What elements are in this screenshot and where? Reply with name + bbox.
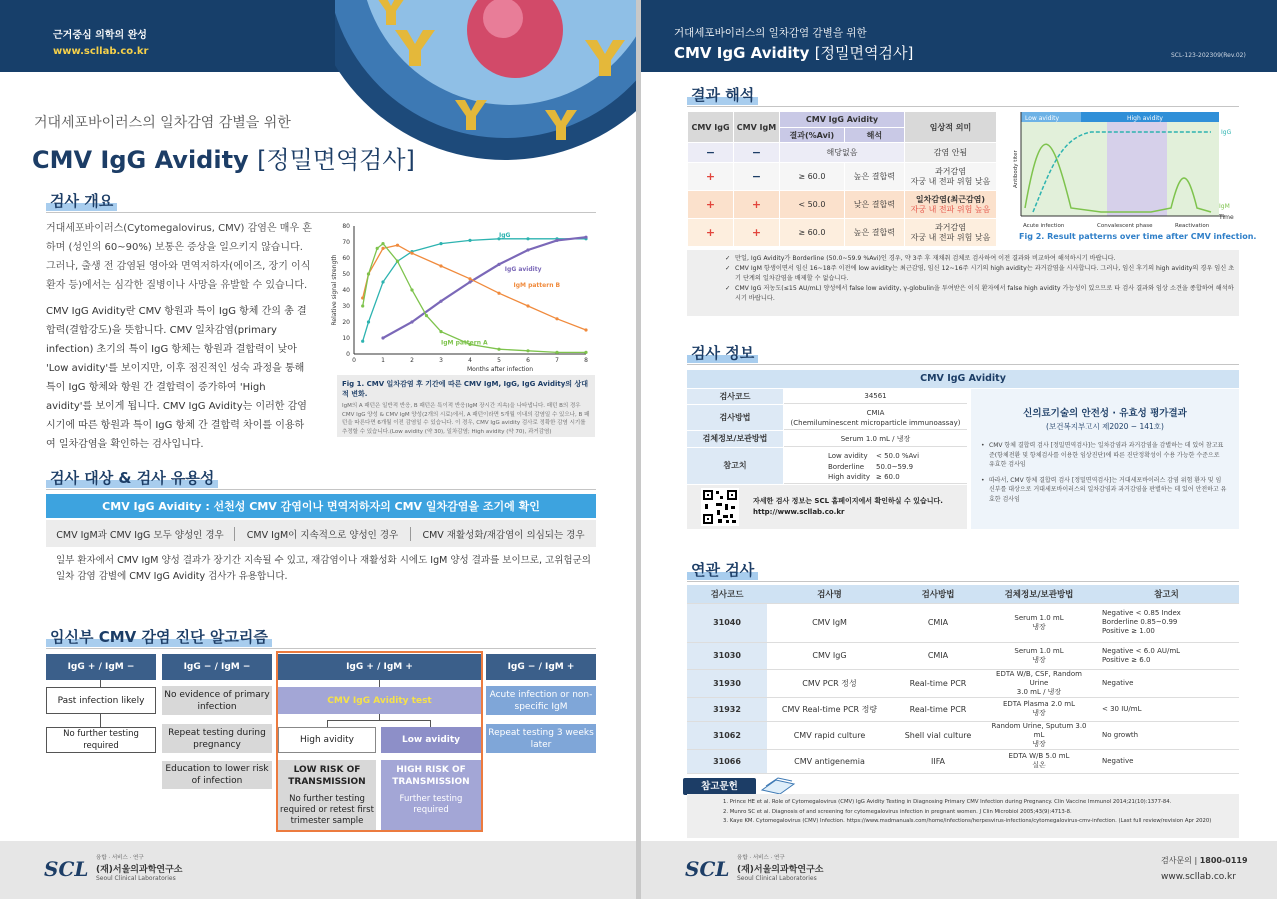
data-point	[584, 351, 587, 354]
overview-divider	[46, 212, 596, 213]
x-tick-label: 2	[410, 357, 414, 364]
algo-high-risk-box	[381, 760, 481, 830]
target-item-3: CMV 재활성화/재감염이 의심되는 경우	[422, 529, 585, 541]
info-label: 검사방법	[687, 405, 783, 430]
data-point	[439, 300, 442, 303]
left-page	[0, 0, 636, 899]
book-icon	[758, 772, 798, 796]
related-header-row: 검사코드 검사명 검사방법 검체정보/보관방법 참고치	[687, 585, 1239, 603]
right-title-bracket: [정밀면역검사]	[814, 44, 914, 62]
related-heading: 연관 검사	[687, 559, 758, 580]
safety-title: 신의료기술의 안전성 · 유효성 평가결과	[1023, 408, 1187, 419]
safety-bullet-1: • CMV 항체 결합력 검사 [정밀면역검사]는 일차감염과 과거감염을 감별하는 데 있어 참고표준(항체전환 및 항체검사를 이용한 임상진단)에 따른 진단정확성이 수용 가능한 수준으로 유효한 검사임	[981, 442, 1224, 468]
algo-high-avidity: High avidity	[278, 727, 376, 753]
refs-heading: 참고문헌	[683, 778, 756, 795]
y-tick-label: 10	[342, 335, 350, 342]
fig2-diagram	[1011, 108, 1239, 232]
data-point	[361, 304, 364, 307]
algo-connector	[379, 680, 380, 687]
data-point	[381, 280, 384, 283]
data-point	[410, 320, 413, 323]
overview-heading: 검사 개요	[46, 190, 117, 211]
doc-code: SCL-123-202309(Rev.02)	[1171, 52, 1246, 59]
algo-c4-box2: Repeat testing 3 weeks later	[486, 724, 596, 753]
x-tick-label: 8	[584, 357, 588, 364]
algo-c1-box2: No further testing required	[46, 727, 156, 753]
algo-connector	[430, 720, 431, 727]
table-row: + + ≥ 60.0 높은 결합력 과거감염 자궁 내 전파 위험 낮음	[688, 219, 997, 247]
data-point	[381, 242, 384, 245]
result-header-clinical: 임상적 의미	[905, 112, 997, 143]
x-tick-label: 0	[352, 357, 356, 364]
fig2-high-label: High avidity	[1127, 115, 1163, 122]
y-tick-label: 50	[342, 271, 350, 278]
fig2-ylabel: Antibody titer	[1013, 150, 1019, 188]
fig2-phase-bg	[1107, 112, 1167, 216]
data-point	[468, 239, 471, 242]
algo-c2-head: IgG − / IgM −	[162, 654, 272, 680]
qr-url[interactable]: http://www.scllab.co.kr	[753, 508, 845, 516]
data-point	[526, 248, 529, 251]
result-header-igm: CMV IgM	[734, 112, 780, 143]
footer-logo: SCL	[685, 857, 730, 881]
x-tick-label: 4	[468, 357, 472, 364]
data-point	[376, 247, 379, 250]
reference-item: 1. Prince HE et al. Role of Cytomegalovirus (CMV) IgG Avidity Testing in Diagnosing Primary CMV Infection during Pregnancy. Clin Vaccine Immunol 2014;21(10):1377-84.	[723, 799, 1172, 805]
qr-code-icon[interactable]	[701, 488, 739, 526]
title-main: CMV IgG Avidity	[32, 146, 249, 174]
result-note: ✓ CMV IgM 항생이면서 임신 16~18주 이전에 low avidity는 최근감염, 임신 12~16주 시기의 high avidity는 과거감염을 시사합니다. 그러나, 임신 후기의 high avidity의 경우 임신 초기 단계의 일차감염을 배제할 수 없습니다.	[725, 265, 1235, 282]
target-divider	[46, 489, 596, 490]
data-point	[361, 340, 364, 343]
fig2-igm-label: IgM	[1219, 203, 1230, 210]
data-point	[381, 336, 384, 339]
table-row: 31930 CMV PCR 정성 Real-time PCR EDTA W/B, CSF, Random Urine 3.0 mL / 냉장 Negative	[687, 669, 1239, 697]
result-header-igg: CMV IgG	[688, 112, 734, 143]
y-axis-label: Relative signal strength	[331, 254, 338, 326]
algo-avidity-test: CMV IgG Avidity test	[278, 687, 481, 714]
info-label: 검사코드	[687, 389, 783, 404]
algo-c2-box2: Repeat testing during pregnancy	[162, 724, 272, 753]
data-point	[584, 236, 587, 239]
related-divider	[687, 581, 1239, 582]
algo-low-risk-action: No further testing required or retest first trimester sample	[280, 794, 374, 826]
data-point	[367, 320, 370, 323]
fig1-caption-text: IgM의 A 패턴은 일반적 반응, B 패턴은 특이적 반응(IgM 장시간 지속)을 나타냅니다. 패턴 B의 경우 CMV IgG 양성 & CMV IgM 양성(2개의 시료)에서, A 패턴이라면 5개월 이내의 감염일 수 있으나, B 패턴을 따른다면 6개월 이전 감염일 수 있습니다. 이 경우, CMV IgG avidity 검사로 정확한 감염 시기를 추정할 수 있습니다.(Low avidity (약 30), 일차감염; High avidity (약 70), 과거감염)	[342, 403, 590, 435]
info-divider	[687, 364, 1239, 365]
series-label: IgM pattern B	[513, 281, 561, 289]
data-point	[526, 304, 529, 307]
overview-paragraph-1: 거대세포바이러스(Cytomegalovirus, CMV) 감염은 매우 흔하며 (성인의 60~90%) 보통은 증상을 일으키지 않습니다. 그러나, 출생 전 감염된 영아와 면역저하자(에이즈, 장기 이식 환자 등)에서는 심각한 질병이나 사망을 유발할 수 있습니다.	[46, 223, 312, 291]
fig2-phase-1: Acute infection	[1023, 223, 1065, 229]
algo-c3-head: IgG + / IgM +	[278, 654, 481, 680]
x-tick-label: 5	[497, 357, 501, 364]
title-bracket: [정밀면역검사]	[257, 146, 415, 174]
reference-item: 2. Munro SC et al. Diagnosis of and screening for cytomegalovirus infection in pregnant women. J Clin Microbiol 2005;43(9):4713-8.	[723, 808, 1072, 815]
x-tick-label: 1	[381, 357, 385, 364]
target-item-1: CMV IgM과 CMV IgG 모두 양성인 경우	[46, 527, 235, 541]
fig1-caption-box	[337, 375, 595, 437]
qr-row	[687, 485, 967, 529]
target-items	[46, 520, 596, 547]
data-point	[425, 314, 428, 317]
overview-paragraph-2: CMV IgG Avidity란 CMV 항원과 특이 IgG 항체 간의 총 결합력(결합강도)을 뜻합니다. CMV 일차감염(primary infection) 초기의 특이 IgG 항체는 항원과 결합력이 낮아 'Low avidity'를 보이지만, 이후 점진적인 성숙 과정을 통해 특이 IgG 항체와 항원 간 결합력이 증가하여 'High avidity'를 보이게 됩니다. CMV IgG Avidity는 이러한 감염 시기에 따른 항원과 특이 IgG 항체 간 결합력 차이를 이용하여 일차감염을 확인하는 검사입니다.	[46, 306, 307, 450]
algo-low-risk-box	[278, 760, 376, 830]
data-point	[468, 277, 471, 280]
right-footer	[641, 841, 1277, 899]
data-point	[526, 237, 529, 240]
reference-item: 3. Kaye KM. Cytomegalovirus (CMV) Infection. https://www.msdmanuals.com/home/infections/herpesvirus-infections/cytomegalovirus-cmv-infection. (Last full review/revision Apr 2020)	[723, 818, 1212, 824]
brand-tagline: 근거중심 의학의 완성	[53, 30, 147, 41]
info-ref-values: Low avidity < 50.0 %Avi Borderline 50.0~59.9 High avidity ≥ 60.0	[784, 448, 967, 484]
series-line-igm-pattern-a	[363, 244, 586, 353]
algo-c4-box1: Acute infection or non-specific IgM	[486, 686, 596, 715]
info-label: 검체정보/보관방법	[687, 431, 783, 447]
table-row: 31030 CMV IgG CMIA Serum 1.0 mL 냉장 Negative < 6.0 AU/mL Positive ≥ 6.0	[687, 642, 1239, 669]
result-divider	[687, 106, 1239, 107]
algo-low-risk-title: LOW RISK OF TRANSMISSION	[288, 765, 366, 787]
target-banner: CMV IgG Avidity : 선천성 CMV 감염이나 면역저하자의 CMV 일차감염을 조기에 확인	[46, 494, 596, 518]
info-value: 34561	[784, 389, 967, 404]
page-subtitle: 거대세포바이러스의 일차감염 감별을 위한	[34, 115, 291, 131]
data-point	[396, 260, 399, 263]
fig2-phase-3: Reactivation	[1175, 223, 1210, 229]
data-point	[468, 280, 471, 283]
y-tick-label: 20	[342, 319, 350, 326]
series-label: IgG avidity	[504, 265, 542, 273]
result-header-res: 결과(%Avi)	[780, 128, 845, 143]
footer-org-ko: (재)서울의과학연구소	[737, 865, 824, 875]
safety-bullet-2: • 따라서, CMV 항체 결합력 검사 [정밀면역검사]는 거대세포바이러스 감염 위험 환자 및 임신부를 대상으로 거대세포바이러스의 일차감염과 과거감염을 판별하는 데 있어 안전하고 유효한 검사임	[981, 476, 1227, 503]
info-table-title: CMV IgG Avidity	[687, 370, 1239, 388]
table-row: 31062 CMV rapid culture Shell vial culture Random Urine, Sputum 3.0 mL 냉장 No growth	[687, 721, 1239, 749]
data-point	[410, 252, 413, 255]
x-tick-label: 3	[439, 357, 443, 364]
right-title-main: CMV IgG Avidity	[674, 44, 810, 62]
footer-url[interactable]: www.scllab.co.kr	[1161, 872, 1236, 882]
footer-org-ko: (재)서울의과학연구소	[96, 865, 183, 875]
result-heading: 결과 해석	[687, 84, 758, 105]
table-row: + − ≥ 60.0 높은 결합력 과거감염 자궁 내 전파 위험 낮음	[688, 163, 997, 191]
target-note: 일부 환자에서 CMV IgM 양성 결과가 장기간 지속될 수 있고, 재감염이나 재활성화 시에도 IgM 양성 결과를 보이므로, 고위험군의 일차 감염 감별에 CMV IgG Avidity 검사가 유용합니다.	[56, 555, 591, 582]
algo-c1-box1: Past infection likely	[46, 687, 156, 714]
algo-high-risk-action: Further testing required	[399, 794, 463, 815]
footer-org-en: Seoul Clinical Laboratories	[96, 875, 176, 882]
fig2-low-label: Low avidity	[1025, 115, 1059, 122]
related-table	[687, 585, 1239, 774]
safety-subtitle: (보건복지부고시 제2020 − 141호)	[1046, 422, 1164, 431]
target-heading: 검사 대상 & 검사 유용성	[46, 467, 218, 488]
algo-high-risk-title: HIGH RISK OF TRANSMISSION	[392, 765, 470, 787]
data-point	[555, 317, 558, 320]
info-value: CMIA (Chemiluminescent microparticle immunoassay)	[784, 405, 967, 430]
info-label: 참고치	[687, 448, 783, 484]
table-row: 31066 CMV antigenemia IIFA EDTA W/B 5.0 mL 실온 Negative	[687, 749, 1239, 773]
table-row: 31040 CMV IgM CMIA Serum 1.0 mL 냉장 Negative < 0.85 Index Borderline 0.85~0.99 Positive ≥ 1.00	[687, 603, 1239, 642]
result-header-avidity: CMV IgG Avidity	[780, 112, 905, 128]
y-tick-label: 0	[346, 351, 350, 358]
result-note: ✓ CMV IgG 저농도(≤15 AU/mL) 양성에서 false low avidity, γ-globulin을 투여받은 이식 환자에서 false high avidity 가능성이 있으므로 타 검사 결과와 임상 소견을 종합하여 해석하시기 바랍니다.	[725, 285, 1234, 302]
right-subtitle: 거대세포바이러스의 일차감염 감별을 위한	[674, 27, 867, 39]
y-tick-label: 30	[342, 303, 350, 310]
algo-c1-head: IgG + / IgM −	[46, 654, 156, 680]
series-line-igg	[363, 239, 586, 341]
right-title	[674, 42, 913, 63]
algo-c2-box1: No evidence of primary infection	[162, 686, 272, 715]
result-table	[687, 111, 997, 247]
table-row: + + < 50.0 낮은 결합력 일차감염(최근감염) 자궁 내 전파 위험 높음	[688, 191, 997, 219]
y-tick-label: 40	[342, 287, 350, 294]
data-point	[526, 349, 529, 352]
footer-tag: 융합 · 서비스 · 연구	[737, 855, 785, 861]
data-point	[410, 288, 413, 291]
qr-text: 자세한 검사 정보는 SCL 홈페이지에서 확인하실 수 있습니다.	[753, 497, 943, 505]
data-point	[367, 272, 370, 275]
page-title	[32, 140, 415, 175]
data-point	[497, 263, 500, 266]
algo-c4-head: IgG − / IgM +	[486, 654, 596, 680]
data-point	[555, 351, 558, 354]
series-label: IgG	[499, 232, 511, 240]
fig2-igg-label: IgG	[1221, 129, 1232, 136]
algo-connector	[327, 720, 431, 721]
x-tick-label: 7	[555, 357, 559, 364]
fig1-caption-title: Fig 1. CMV 일차감염 후 기간에 따른 CMV IgM, IgG, IgG Avidity의 상대적 변화.	[342, 380, 588, 398]
data-point	[497, 292, 500, 295]
right-page	[641, 0, 1277, 899]
footer-tag: 융합 · 서비스 · 연구	[96, 855, 144, 861]
table-row: − − 해당없음 감염 안됨	[688, 143, 997, 163]
data-point	[396, 244, 399, 247]
info-heading: 검사 정보	[687, 342, 758, 363]
algo-c2-box3: Education to lower risk of infection	[162, 761, 272, 789]
algorithm-heading: 임신부 CMV 감염 진단 알고리즘	[46, 626, 272, 647]
table-row: 31932 CMV Real-time PCR 정량 Real-time PCR EDTA Plasma 2.0 mL 냉장 < 30 IU/mL	[687, 697, 1239, 721]
data-point	[555, 239, 558, 242]
y-tick-label: 60	[342, 255, 350, 262]
refs-list	[687, 794, 1239, 838]
info-value: Serum 1.0 mL / 냉장	[784, 431, 967, 447]
algo-connector	[100, 714, 101, 727]
safety-box	[971, 389, 1239, 529]
data-point	[439, 242, 442, 245]
footer-phone: 검사문의 | 1800-0119	[1161, 856, 1248, 865]
algorithm-divider	[46, 648, 596, 649]
data-point	[584, 328, 587, 331]
result-note: ✓ 만일, IgG Avidity가 Borderline (50.0~59.9 %Avi)인 경우, 약 3주 후 재채취 검체로 검사하여 이전 결과와 비교하여 해석하시기 바랍니다.	[725, 255, 1116, 262]
series-label: IgM pattern A	[441, 339, 488, 347]
data-point	[381, 247, 384, 250]
result-notes	[687, 250, 1239, 316]
data-point	[439, 330, 442, 333]
x-tick-label: 6	[526, 357, 530, 364]
fig2-xlabel: Time	[1219, 214, 1234, 221]
data-point	[497, 348, 500, 351]
left-footer	[0, 841, 636, 899]
footer-logo: SCL	[44, 857, 89, 881]
fig2-caption: Fig 2. Result patterns over time after CMV infection.	[1019, 232, 1257, 241]
result-header-interp: 해석	[844, 128, 904, 143]
target-item-2: CMV IgM이 지속적으로 양성인 경우	[235, 527, 411, 541]
algo-connector	[327, 720, 328, 727]
info-table	[687, 389, 967, 539]
footer-org-en: Seoul Clinical Laboratories	[737, 875, 817, 882]
x-axis-label: Months after infection	[466, 366, 534, 373]
y-tick-label: 80	[342, 223, 350, 230]
fig2-phase-bg	[1167, 112, 1219, 216]
fig2-phase-2: Convalescent phase	[1097, 223, 1153, 229]
data-point	[439, 264, 442, 267]
header-url[interactable]: www.scllab.co.kr	[53, 46, 149, 57]
algo-low-avidity: Low avidity	[381, 727, 481, 753]
y-tick-label: 70	[342, 239, 350, 246]
algo-connector	[100, 680, 101, 687]
fig1-chart	[330, 218, 600, 375]
